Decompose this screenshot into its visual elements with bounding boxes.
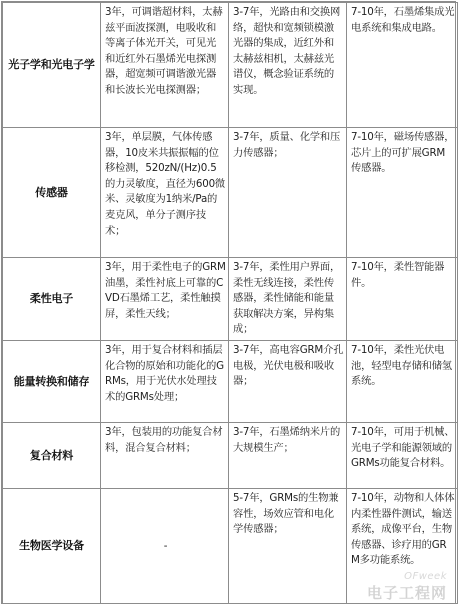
watermark-bottom-text: 电子工程网 — [366, 584, 447, 602]
short-term-cell: 3年，用于柔性电子的GRM油墨，柔性衬底上可靠的CVD石墨烯工艺，柔性触摸屏，柔性天线； — [101, 258, 229, 341]
table-row — [3, 128, 458, 258]
mid-term-cell: 3-7年，光路由和交换网络，超快和宽频锁模激光器的集成，近红外和太赫兹相机，太赫兹光谱仪，概念验证系统的实现。 — [229, 3, 347, 128]
field-cell: 能量转换和储存 — [3, 341, 101, 423]
mid-term-cell: 3-7年，石墨烯纳米片的大规模生产； — [229, 423, 347, 489]
field-cell: 复合材料 — [3, 423, 101, 489]
short-term-cell: 3年，用于复合材料和插层化合物的原始和功能化的GRMs，用于光伏水处理技术的GRMs处理； — [101, 341, 229, 423]
mid-term-cell: 3-7年，柔性用户界面，柔性无线连接，柔性传感器，柔性储能和能量获取解决方案，异构集成； — [229, 258, 347, 341]
short-term-cell: 3年，可调谐超材料，太赫兹平面波探测，电吸收和等离子体光开关，可见光和近红外石墨烯光电探测器，超宽频可调谐激光器和长波长光电探测器； — [101, 3, 229, 128]
long-term-cell: 7-10年，可用于机械、光电子学和能源领域的GRMs功能复合材料。 — [347, 423, 458, 489]
table-row — [3, 3, 458, 128]
table-row — [3, 489, 458, 604]
graphene-roadmap-table — [2, 2, 458, 604]
short-term-cell: - — [101, 489, 229, 604]
table-row — [3, 341, 458, 423]
short-term-cell: 3年，包装用的功能复合材料，混合复合材料； — [101, 423, 229, 489]
long-term-cell: 7-10年，柔性光伏电池，轻型电存储和储氢系统。 — [347, 341, 458, 423]
table-row — [3, 258, 458, 341]
mid-term-cell: 3-7年，高电容GRM介孔电极，光伏电极和吸收器； — [229, 341, 347, 423]
field-cell: 光子学和光电子学 — [3, 3, 101, 128]
mid-term-cell: 3-7年，质量、化学和压力传感器； — [229, 128, 347, 258]
watermark-top-text: OFweek — [404, 571, 447, 582]
long-term-cell: 7-10年，动物和人体体内柔性器件测试，输送系统，成像平台，生物传感器、诊疗用的GRM多功能系统。 — [347, 489, 458, 604]
roadmap-table-container — [1, 1, 456, 604]
field-cell: 传感器 — [3, 128, 101, 258]
long-term-cell: 7-10年，磁场传感器，芯片上的可扩展GRM传感器。 — [347, 128, 458, 258]
short-term-cell: 3年，单层膜，气体传感器，10皮米共振振幅的位移检测，520zN/(Hz)0.5的力灵敏度，直径为600微米、灵敏度为1纳米/Pa的麦克风，单分子测序技术； — [101, 128, 229, 258]
mid-term-cell: 5-7年，GRMs的生物兼容性，场效应管和电化学传感器； — [229, 489, 347, 604]
field-cell: 生物医学设备 — [3, 489, 101, 604]
long-term-cell: 7-10年，石墨烯集成光电系统和集成电路。 — [347, 3, 458, 128]
field-cell: 柔性电子 — [3, 258, 101, 341]
table-row — [3, 423, 458, 489]
long-term-cell: 7-10年，柔性智能器件。 — [347, 258, 458, 341]
